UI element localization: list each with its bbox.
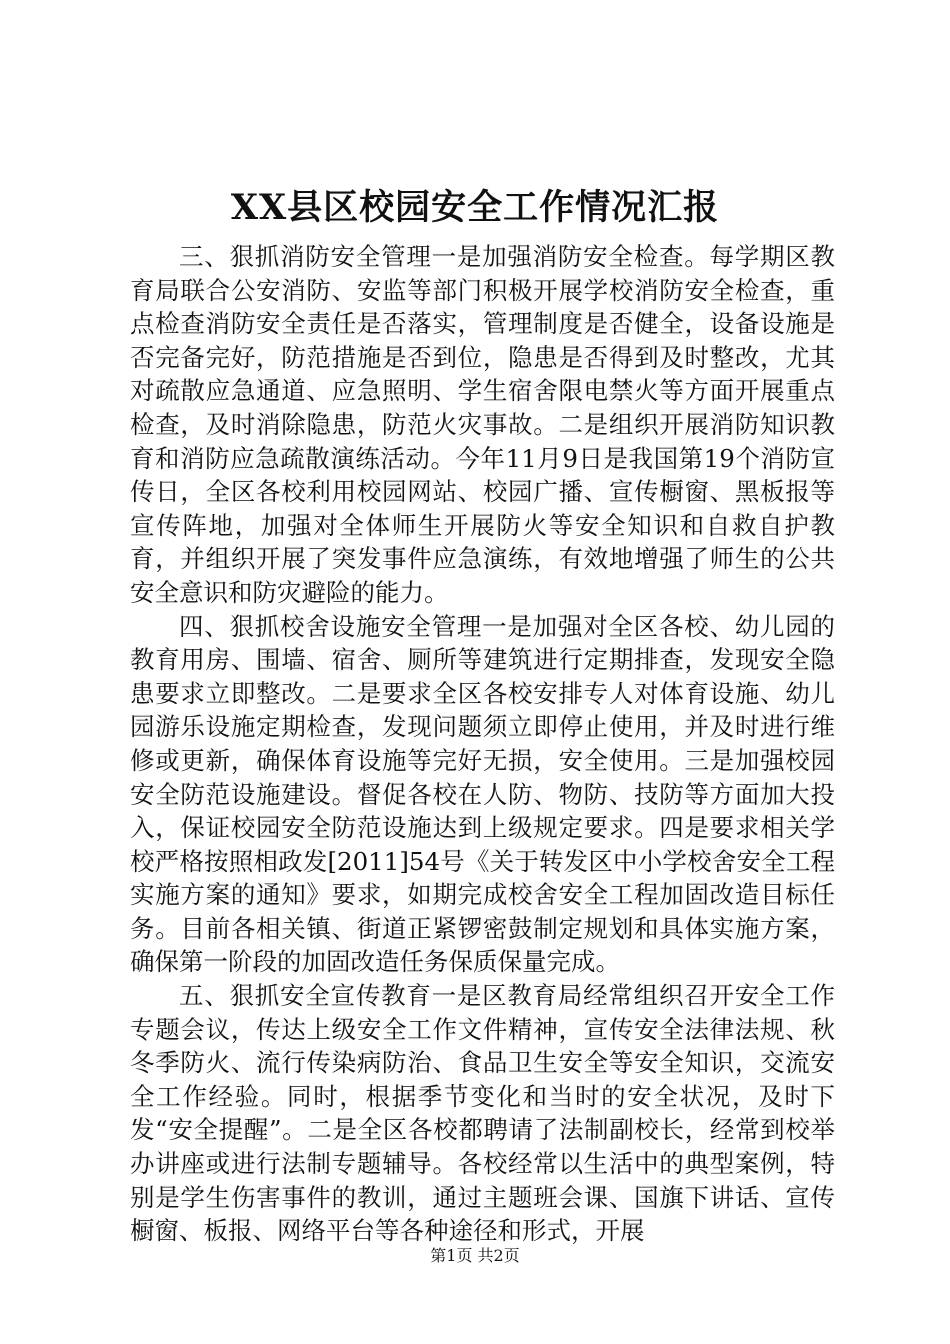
page-number-footer: 第1页 共2页 [430, 1246, 520, 1265]
document-body [130, 240, 835, 1248]
paragraph-safety-education: 五、狠抓安全宣传教育一是区教育局经常组织召开安全工作专题会议，传达上级安全工作文件精神，宣传安全法律法规、秋冬季防火、流行传染病防治、食品卫生安全等安全知识，交流安全工作经验。同时，根据季节变化和当时的安全状况，及时下发“安全提醒”。二是全区各校都聘请了法制副校长，经常到校举办讲座或进行法制专题辅导。各校经常以生活中的典型案例，特别是学生伤害事件的教训，通过主题班会课、国旗下讲话、宣传橱窗、板报、网络平台等各种途径和形式，开展 [130, 981, 835, 1246]
document-title: XX县区校园安全工作情况汇报 [230, 187, 720, 228]
paragraph-building-safety: 四、狠抓校舍设施安全管理一是加强对全区各校、幼儿园的教育用房、围墙、宿舍、厕所等建筑进行定期排查，发现安全隐患要求立即整改。二是要求全区各校安排专人对体育设施、幼儿园游乐设施定期检查，发现问题须立即停止使用，并及时进行维修或更新，确保体育设施等完好无损，安全使用。三是加强校园安全防范设施建设。督促各校在人防、物防、技防等方面加大投入，保证校园安全防范设施达到上级规定要求。四是要求相关学校严格按照相政发[2011]54号《关于转发区中小学校舍安全工程实施方案的通知》要求，如期完成校舍安全工程加固改造目标任务。目前各相关镇、街道正紧锣密鼓制定规划和具体实施方案，确保第一阶段的加固改造任务保质保量完成。 [130, 611, 835, 977]
paragraph-fire-safety: 三、狠抓消防安全管理一是加强消防安全检查。每学期区教育局联合公安消防、安监等部门积极开展学校消防安全检查，重点检查消防安全责任是否落实，管理制度是否健全，设备设施是否完备完好，防范措施是否到位，隐患是否得到及时整改，尤其对疏散应急通道、应急照明、学生宿舍限电禁火等方面开展重点检查，及时消除隐患，防范火灾事故。二是组织开展消防知识教育和消防应急疏散演练活动。今年11月9日是我国第19个消防宣传日，全区各校利用校园网站、校园广播、宣传橱窗、黑板报等宣传阵地，加强对全体师生开展防火等安全知识和自救自护教育，并组织开展了突发事件应急演练，有效地增强了师生的公共安全意识和防灾避险的能力。 [130, 242, 835, 607]
